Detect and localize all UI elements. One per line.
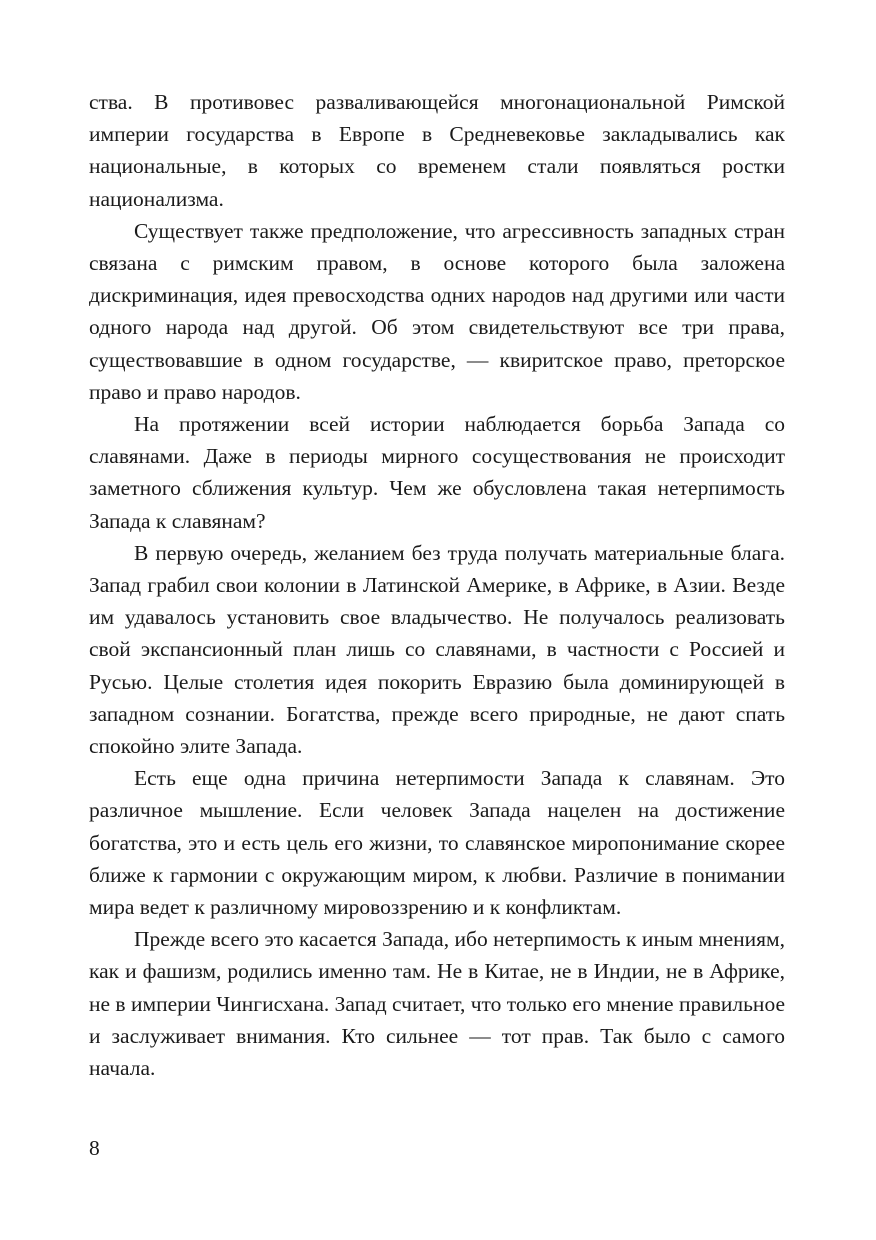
paragraph-6: Прежде всего это касается Запада, ибо нетерпимость к иным мнениям, как и фашизм, родились именно там. Не в Китае, не в Индии, не в Африке, не в империи Чингисхана. Запад считает, что только его мнение правильное и заслуживает внимания. Кто сильнее — тот прав. Так было с самого начала. [89,927,785,1081]
paragraph-2: Существует также предположение, что агрессивность западных стран связана с римским правом, в основе которого была заложена дискриминация, идея превосходства одних народов над другими или части одного народа над другой. Об этом свидетельствуют все три права, существовавшие в одном государстве, — квиритское право, преторское право и право народов. [89,218,785,404]
paragraph-3: На протяжении всей истории наблюдается борьба Запада со славянами. Даже в периоды мирного сосуществования не происходит заметного сближения культур. Чем же обусловлена такая нетерпимость Запада к славянам? [89,412,785,533]
page-number: 8 [89,1136,100,1160]
page-body [89,86,785,1084]
paragraph-1: ства. В противовес разваливающейся многонациональной Римской империи государства в Европе в Средневековье закладывались как национальные, в которых со временем стали появляться ростки национализма. [89,90,785,211]
paragraph-5: Есть еще одна причина нетерпимости Запада к славянам. Это различное мышление. Если человек Запада нацелен на достижение богатства, это и есть цель его жизни, то славянское миропонимание скорее ближе к гармонии с окружающим миром, к любви. Различие в понимании мира ведет к различному мировоззрению и к конфликтам. [89,766,785,920]
paragraph-4: В первую очередь, желанием без труда получать материальные блага. Запад грабил свои колонии в Латинской Америке, в Африке, в Азии. Везде им удавалось установить свое владычество. Не получалось реализовать свой экспансионный план лишь со славянами, в частности с Россией и Русью. Целые столетия идея покорить Евразию была доминирующей в западном сознании. Богатства, прежде всего природные, не дают спать спокойно элите Запада. [89,540,785,759]
